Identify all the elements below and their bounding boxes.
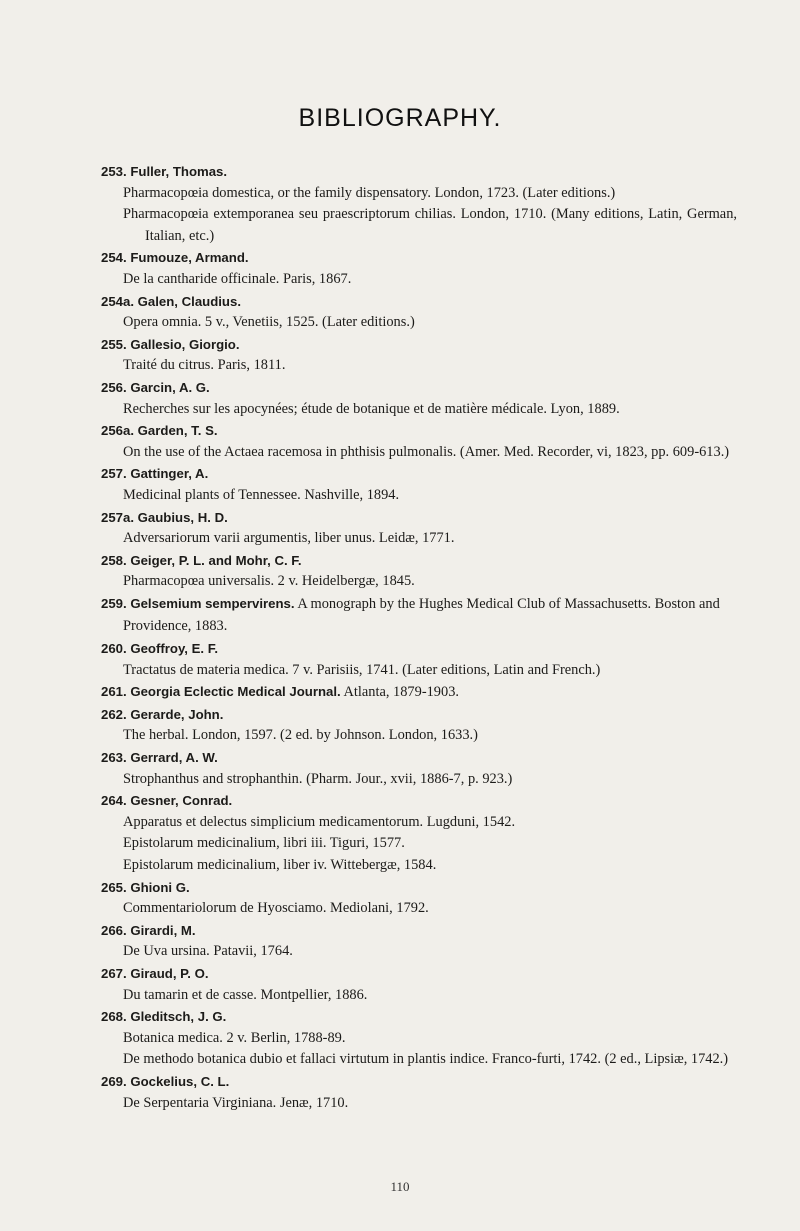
entry-work: De la cantharide officinale. Paris, 1867. xyxy=(123,270,352,287)
entry-author xyxy=(101,507,737,529)
entry-author xyxy=(101,1006,737,1028)
entry-heading: 257. Gattinger, A. xyxy=(101,466,209,482)
entry-author xyxy=(101,681,737,704)
entry-heading: 253. Fuller, Thomas. xyxy=(101,164,228,179)
entry-work: Epistolarum medicinalium, liber iv. Wittebergæ, 1584. xyxy=(123,857,437,873)
entry-heading: 257a. Gaubius, H. D. xyxy=(101,509,228,525)
entry-work: Strophanthus and strophanthin. (Pharm. Jour., xvii, 1886-7, p. 923.) xyxy=(123,770,513,787)
entry-author xyxy=(101,1071,737,1093)
page-title: BIBLIOGRAPHY. xyxy=(298,104,502,132)
entry-heading: 265. Ghioni G. xyxy=(101,879,190,895)
bibliography-entry xyxy=(101,681,737,704)
bibliography-entry xyxy=(101,463,737,506)
entry-work: Pharmacopœia extemporanea seu praescriptorum chilias. London, 1710. (Many editions, Latin, German, Italian, etc.) xyxy=(123,206,737,244)
entry-work: Traité du citrus. Paris, 1811. xyxy=(123,357,286,374)
entry-author xyxy=(101,161,737,183)
entry-work: Medicinal plants of Tennessee. Nashville, 1894. xyxy=(123,486,400,503)
entry-author xyxy=(101,963,737,985)
entry-heading: 269. Gockelius, C. L. xyxy=(101,1073,230,1089)
bibliography-entry xyxy=(101,747,737,790)
bibliography-entry xyxy=(101,507,737,550)
entry-heading: 260. Geoffroy, E. F. xyxy=(101,641,219,657)
bibliography-entry xyxy=(101,638,737,681)
bibliography-entries xyxy=(101,161,737,1114)
entry-author xyxy=(101,747,737,769)
bibliography-entry xyxy=(101,550,737,593)
entry-heading: 256a. Garden, T. S. xyxy=(101,423,218,439)
bibliography-entry xyxy=(101,1071,737,1114)
entry-author xyxy=(101,877,737,899)
page-number: 110 xyxy=(390,1179,410,1194)
bibliography-entry xyxy=(101,161,737,247)
bibliography-entry xyxy=(101,377,737,420)
entry-work: Adversariorum varii argumentis, liber unus. Leidæ, 1771. xyxy=(123,530,455,547)
entry-author xyxy=(101,420,737,442)
entry-heading: 268. Gleditsch, J. G. xyxy=(101,1009,227,1025)
bibliography-entry xyxy=(101,1006,737,1071)
entry-heading: 255. Gallesio, Giorgio. xyxy=(101,336,240,352)
bibliography-entry xyxy=(101,420,737,463)
entry-heading: 261. Georgia Eclectic Medical Journal. xyxy=(101,684,341,700)
entry-work: Opera omnia. 5 v., Venetiis, 1525. (Later editions.) xyxy=(123,314,415,331)
entry-work: Botanica medica. 2 v. Berlin, 1788-89. xyxy=(123,1029,346,1046)
entry-author xyxy=(101,704,737,726)
bibliography-entry xyxy=(101,790,737,876)
entry-author xyxy=(101,334,737,356)
entry-author xyxy=(101,920,737,942)
entry-author xyxy=(101,593,737,638)
entry-heading: 254. Fumouze, Armand. xyxy=(101,250,249,266)
entry-work: On the use of the Actaea racemosa in phthisis pulmonalis. (Amer. Med. Recorder, vi, 1823, pp. 609-613.) xyxy=(123,443,730,460)
entry-author xyxy=(101,377,737,399)
entry-author xyxy=(101,638,737,660)
entry-work: Tractatus de materia medica. 7 v. Parisiis, 1741. (Later editions, Latin and French.) xyxy=(123,661,601,678)
entry-work: De Serpentaria Virginiana. Jenæ, 1710. xyxy=(123,1094,349,1111)
entry-inline-text: A monograph by the Hughes Medical Club of Massachusetts. Boston and Providence, 1883. xyxy=(123,595,720,635)
bibliography-entry xyxy=(101,247,737,290)
entry-heading: 267. Giraud, P. O. xyxy=(101,965,209,981)
entry-work: De methodo botanica dubio et fallaci virtutum in plantis indice. Franco-furti, 1742. (2 ed., Lipsiæ, 1742.) xyxy=(123,1051,729,1068)
entry-work: Commentariolorum de Hyosciamo. Mediolani, 1792. xyxy=(123,900,429,917)
entry-heading: 258. Geiger, P. L. and Mohr, C. F. xyxy=(101,552,302,568)
entry-work: Pharmacopœia domestica, or the family dispensatory. London, 1723. (Later editions.) xyxy=(123,184,616,201)
entry-heading: 266. Girardi, M. xyxy=(101,922,196,938)
entry-work: Pharmacopœa universalis. 2 v. Heidelbergæ, 1845. xyxy=(123,573,415,590)
entry-work: Recherches sur les apocynées; étude de botanique et de matière médicale. Lyon, 1889. xyxy=(123,400,620,417)
entry-work: The herbal. London, 1597. (2 ed. by Johnson. London, 1633.) xyxy=(123,727,478,744)
entry-work: De Uva ursina. Patavii, 1764. xyxy=(123,943,293,960)
entry-heading: 256. Garcin, A. G. xyxy=(101,379,210,395)
entry-author xyxy=(101,291,737,313)
entry-inline-text: Atlanta, 1879-1903. xyxy=(340,684,459,701)
entry-work: Apparatus et delectus simplicium medicamentorum. Lugduni, 1542. xyxy=(123,813,516,830)
entry-work: Du tamarin et de casse. Montpellier, 1886. xyxy=(123,986,368,1003)
entry-heading: 263. Gerrard, A. W. xyxy=(101,750,218,766)
entry-heading: 259. Gelsemium sempervirens. xyxy=(101,595,295,611)
entry-work: Epistolarum medicinalium, libri iii. Tiguri, 1577. xyxy=(123,835,405,852)
bibliography-entry xyxy=(101,291,737,334)
entry-author xyxy=(101,463,737,485)
entry-heading: 254a. Galen, Claudius. xyxy=(101,293,241,309)
bibliography-entry xyxy=(101,920,737,963)
entry-heading: 262. Gerarde, John. xyxy=(101,706,224,722)
bibliography-entry xyxy=(101,593,737,638)
bibliography-entry xyxy=(101,704,737,747)
bibliography-entry xyxy=(101,963,737,1006)
bibliography-entry xyxy=(101,877,737,920)
entry-heading: 264. Gesner, Conrad. xyxy=(101,793,233,809)
bibliography-entry xyxy=(101,334,737,377)
entry-author xyxy=(101,550,737,572)
entry-author xyxy=(101,247,737,269)
entry-author xyxy=(101,790,737,812)
